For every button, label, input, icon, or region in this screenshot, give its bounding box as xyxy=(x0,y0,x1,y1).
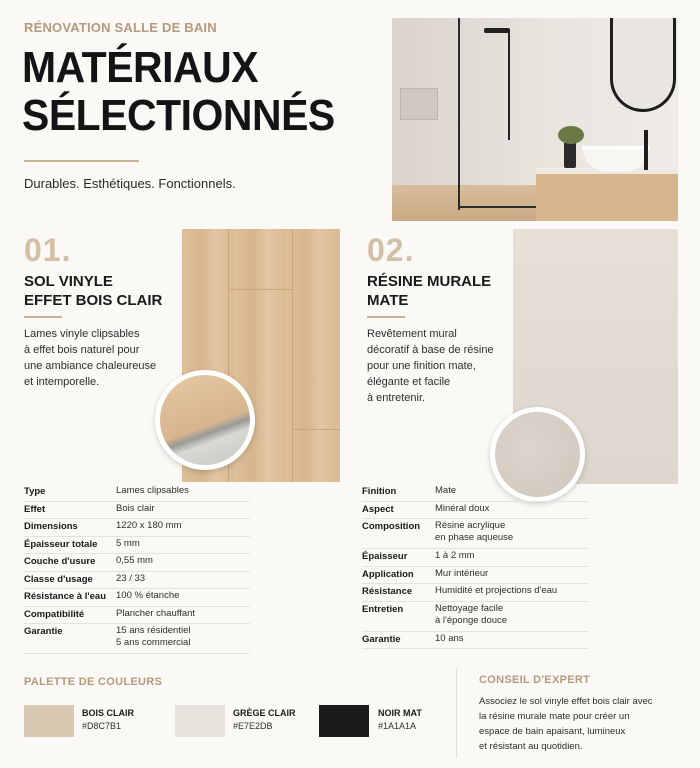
spec-value: Lames clipsables xyxy=(116,485,189,496)
spec-value: Bois clair xyxy=(116,502,155,514)
spec-key: Finition xyxy=(362,486,397,497)
product2-title-line2: MATE xyxy=(367,292,409,309)
spec-value: 0,55 mm xyxy=(116,555,153,566)
product2-title-line1: RÉSINE MURALE xyxy=(367,273,492,290)
spec-row xyxy=(362,632,588,650)
spec-value: 100 % étanche xyxy=(116,590,180,601)
product2-description: Revêtement mural décoratif à base de résine pour une finition mate, élégante et facile à entretenir. xyxy=(367,328,494,404)
spec-row xyxy=(24,484,250,502)
spec-value: 5 mm xyxy=(116,537,140,549)
product2-number: 02. xyxy=(367,232,415,268)
page-title-line1: MATÉRIAUX xyxy=(22,43,259,92)
conseil-label: CONSEIL D'EXPERT xyxy=(479,674,591,686)
spec-row xyxy=(362,484,588,502)
eyebrow: RÉNOVATION SALLE DE BAIN xyxy=(24,20,217,35)
swatch-noir-mat xyxy=(319,705,369,737)
spec-value: Humidité et projections d'eau xyxy=(435,585,558,596)
spec-value: Résine acrylique en phase aqueuse xyxy=(435,520,514,543)
spec-key: Effet xyxy=(24,503,46,515)
spec-key: Épaisseur xyxy=(362,551,408,562)
spec-value: Nettoyage facile à l'éponge douce xyxy=(435,602,508,626)
spec-row xyxy=(362,519,588,549)
spec-value: 1 à 2 mm xyxy=(435,550,475,561)
product1-specs-table xyxy=(24,484,250,654)
page-title-line2: SÉLECTIONNÉS xyxy=(22,91,335,140)
spec-key: Résistance à l'eau xyxy=(24,591,106,602)
swatch-grege-clair-hex: #E7E2DB xyxy=(233,721,273,731)
spec-row xyxy=(24,502,250,520)
swatch-noir-mat-name: NOIR MAT xyxy=(378,708,422,718)
swatch-bois-clair-hex: #D8C7B1 xyxy=(82,721,122,731)
spec-row xyxy=(24,519,250,537)
bathroom-photo xyxy=(392,18,678,221)
product1-rule xyxy=(24,316,62,318)
spec-row xyxy=(362,584,588,602)
spec-key: Application xyxy=(362,568,414,580)
swatch-bois-clair xyxy=(24,705,74,737)
conseil-text: Associez le sol vinyle effet bois clair avec la résine murale mate pour créer un espace de bain apaisant, lumineux et résistant au quotidien. xyxy=(479,696,653,752)
product1-title-line2: EFFET BOIS CLAIR xyxy=(24,292,163,309)
spec-value: 1220 x 180 mm xyxy=(116,520,182,531)
swatch-noir-mat-hex: #1A1A1A xyxy=(378,721,417,731)
spec-row xyxy=(362,567,588,585)
spec-key: Composition xyxy=(362,521,421,532)
spec-key: Résistance xyxy=(362,586,413,597)
subtitle: Durables. Esthétiques. Fonctionnels. xyxy=(24,176,236,191)
product2-rule xyxy=(367,316,405,318)
product1-description: Lames vinyle clipsables à effet bois naturel pour une ambiance chaleureuse et intemporelle. xyxy=(24,328,157,388)
spec-key: Classe d'usage xyxy=(24,573,93,585)
product2-specs-table xyxy=(362,484,588,649)
spec-value: Plancher chauffant xyxy=(116,607,196,619)
spec-row xyxy=(24,589,250,607)
spec-row xyxy=(362,502,588,520)
spec-value: Minéral doux xyxy=(435,502,490,514)
swatch-bois-clair-name: BOIS CLAIR xyxy=(82,708,135,718)
product1-title xyxy=(24,272,162,310)
title-rule xyxy=(24,160,139,162)
product1-title-line1: SOL VINYLE xyxy=(24,273,113,290)
spec-value: Mur intérieur xyxy=(435,567,489,579)
spec-key: Couche d'usure xyxy=(24,556,96,567)
wood-sample-circle xyxy=(155,370,255,470)
spec-key: Entretien xyxy=(362,603,404,615)
section-divider xyxy=(456,668,457,758)
product1-number: 01. xyxy=(24,232,72,268)
spec-row xyxy=(24,537,250,555)
spec-key: Dimensions xyxy=(24,521,78,532)
spec-row xyxy=(362,602,588,632)
spec-row xyxy=(24,624,250,654)
spec-row xyxy=(24,554,250,572)
spec-key: Type xyxy=(24,486,46,497)
spec-value: Mate xyxy=(435,485,457,496)
spec-value: 15 ans résidentiel 5 ans commercial xyxy=(116,625,191,648)
spec-key: Garantie xyxy=(362,633,401,645)
page-title xyxy=(22,44,335,140)
spec-row xyxy=(24,607,250,625)
spec-key: Aspect xyxy=(362,503,394,515)
spec-row xyxy=(362,549,588,567)
spec-row xyxy=(24,572,250,590)
swatch-grege-clair-name: GRÈGE CLAIR xyxy=(233,708,296,718)
spec-key: Épaisseur totale xyxy=(24,538,98,550)
palette-label: PALETTE DE COULEURS xyxy=(24,676,163,688)
spec-value: 10 ans xyxy=(435,632,464,644)
spec-key: Garantie xyxy=(24,626,63,637)
product2-title xyxy=(367,272,491,310)
swatch-grege-clair xyxy=(175,705,225,737)
spec-key: Compatibilité xyxy=(24,608,85,620)
spec-value: 23 / 33 xyxy=(116,572,146,584)
